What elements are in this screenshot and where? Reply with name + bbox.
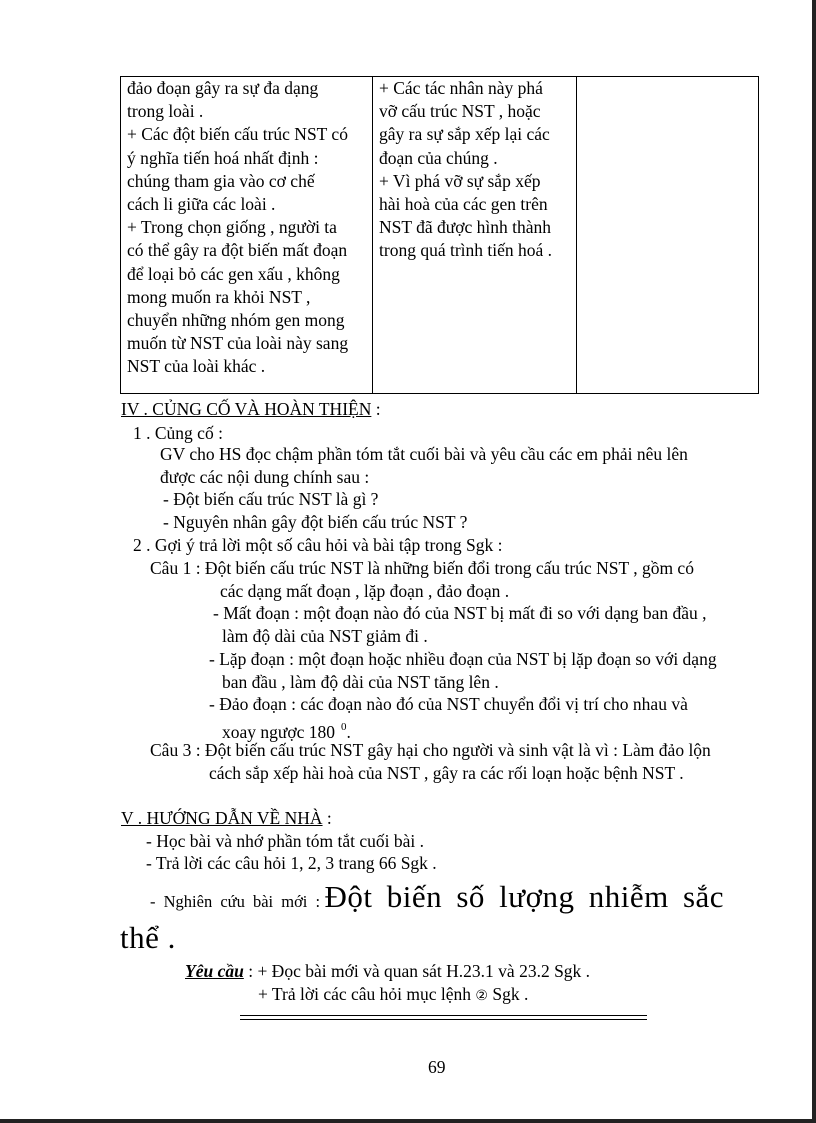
section5-colon: :: [322, 808, 332, 828]
homework-line2: - Trả lời các câu hỏi 1, 2, 3 trang 66 Sgk .: [146, 853, 437, 873]
col1-line: muốn từ NST của loài này sang: [127, 333, 349, 354]
col1-line: ý nghĩa tiến hoá nhất định :: [127, 147, 319, 168]
col2-line: + Vì phá vỡ sự sắp xếp: [379, 170, 541, 191]
col2-line: gây ra sự sắp xếp lại các: [379, 124, 550, 145]
circled-two-icon: ②: [475, 988, 488, 1004]
table-row: [121, 77, 759, 394]
col2-line: vỡ cấu trúc NST , hoặc: [379, 101, 541, 122]
section4-item1-bullet2: - Nguyên nhân gây đột biến cấu trúc NST ?: [163, 512, 468, 532]
double-rule-top: [240, 1015, 647, 1016]
col1-line: NST của loài khác .: [127, 356, 266, 377]
section4-colon: :: [371, 399, 381, 419]
question3-line2: cách sắp xếp hài hoà của NST , gây ra các rối loạn hoặc bệnh NST .: [209, 763, 684, 783]
question1-b-line2: ban đầu , làm độ dài của NST tăng lên .: [222, 672, 499, 692]
requirement-line2: [258, 983, 528, 1008]
section4-item1-line2: được các nội dung chính sau :: [160, 467, 370, 487]
section4-heading: [121, 398, 381, 421]
question1-a-line2: làm độ dài của NST giảm đi .: [222, 626, 428, 646]
col1-line: cách li giữa các loài .: [127, 194, 276, 215]
col1-line: chuyển những nhóm gen mong: [127, 310, 345, 331]
section4-title: IV . CỦNG CỐ VÀ HOÀN THIỆN: [121, 399, 372, 419]
requirement-text2: + Trả lời các câu hỏi mục lệnh: [258, 984, 472, 1004]
homework-line3: [150, 877, 724, 922]
col1-line: đảo đoạn gây ra sự đa dạng: [127, 78, 319, 98]
section4-item1-line1: GV cho HS đọc chậm phần tóm tắt cuối bài và yêu cầu các em phải nêu lên: [160, 444, 688, 464]
question1-a-line1: - Mất đoạn : một đoạn nào đó của NST bị mất đi so với dạng ban đầu ,: [213, 603, 707, 623]
col2-line: NST đã được hình thành: [379, 217, 552, 238]
requirement-text1: : + Đọc bài mới và quan sát H.23.1 và 23.2 Sgk .: [243, 961, 591, 981]
section4-item2-title: 2 . Gợi ý trả lời một số câu hỏi và bài tập trong Sgk :: [133, 535, 503, 555]
section4-item1-title: 1 . Củng cố :: [133, 423, 223, 443]
question1-line1: Câu 1 : Đột biến cấu trúc NST là những biến đổi trong cấu trúc NST , gồm có: [150, 558, 694, 578]
requirement-label: Yêu cầu: [185, 961, 244, 981]
degree-sign: 0: [341, 721, 347, 733]
new-lesson-title: Đột biến số lượng nhiễm sắc: [324, 879, 725, 914]
col2-line: đoạn của chúng .: [379, 147, 498, 168]
rotation-end: .: [346, 722, 351, 742]
table-cell-col3: [577, 77, 759, 394]
homework-line4: [120, 918, 176, 962]
content-table: [120, 76, 759, 394]
section5-heading: [121, 807, 332, 830]
section5-title: V . HƯỚNG DẪN VỀ NHÀ: [121, 808, 323, 828]
col2-line: + Các tác nhân này phá: [379, 78, 543, 98]
question1-c-line1: - Đảo đoạn : các đoạn nào đó của NST chuyển đổi vị trí cho nhau và: [209, 694, 688, 714]
col1-line: để loại bỏ các gen xấu , không: [127, 263, 340, 284]
new-lesson-prefix: - Nghiên cứu bài mới :: [150, 892, 321, 911]
question1-b-line1: - Lặp đoạn : một đoạn hoặc nhiều đoạn của NST bị lặp đoạn so với dạng: [209, 649, 717, 669]
new-lesson-title-end: thể .: [120, 920, 176, 955]
requirement-line1: [185, 960, 590, 983]
col1-line: có thể gây ra đột biến mất đoạn: [127, 240, 348, 261]
requirement-text2-end: Sgk .: [492, 984, 529, 1004]
question1-line2: các dạng mất đoạn , lặp đoạn , đảo đoạn .: [220, 581, 510, 601]
col1-line: trong loài .: [127, 101, 204, 122]
col1-line: chúng tham gia vào cơ chế: [127, 170, 315, 191]
double-rule-bottom: [240, 1019, 647, 1020]
col2-line: hài hoà của các gen trên: [379, 194, 548, 215]
rotation-text: xoay ngược 180: [222, 722, 336, 742]
col1-line: + Các đột biến cấu trúc NST có: [127, 124, 348, 145]
col2-line: trong quá trình tiến hoá .: [379, 240, 553, 261]
question3-line1: Câu 3 : Đột biến cấu trúc NST gây hại cho người và sinh vật là vì : Làm đảo lộn: [150, 740, 711, 760]
section4-item1-bullet1: - Đột biến cấu trúc NST là gì ?: [163, 489, 379, 509]
page-number: 69: [428, 1057, 446, 1077]
col1-line: mong muốn ra khỏi NST ,: [127, 286, 311, 307]
homework-line1: - Học bài và nhớ phần tóm tắt cuối bài .: [146, 831, 425, 851]
table-cell-col2: [373, 77, 577, 394]
col1-line: + Trong chọn giống , người ta: [127, 217, 337, 238]
table-cell-col1: [121, 77, 373, 394]
